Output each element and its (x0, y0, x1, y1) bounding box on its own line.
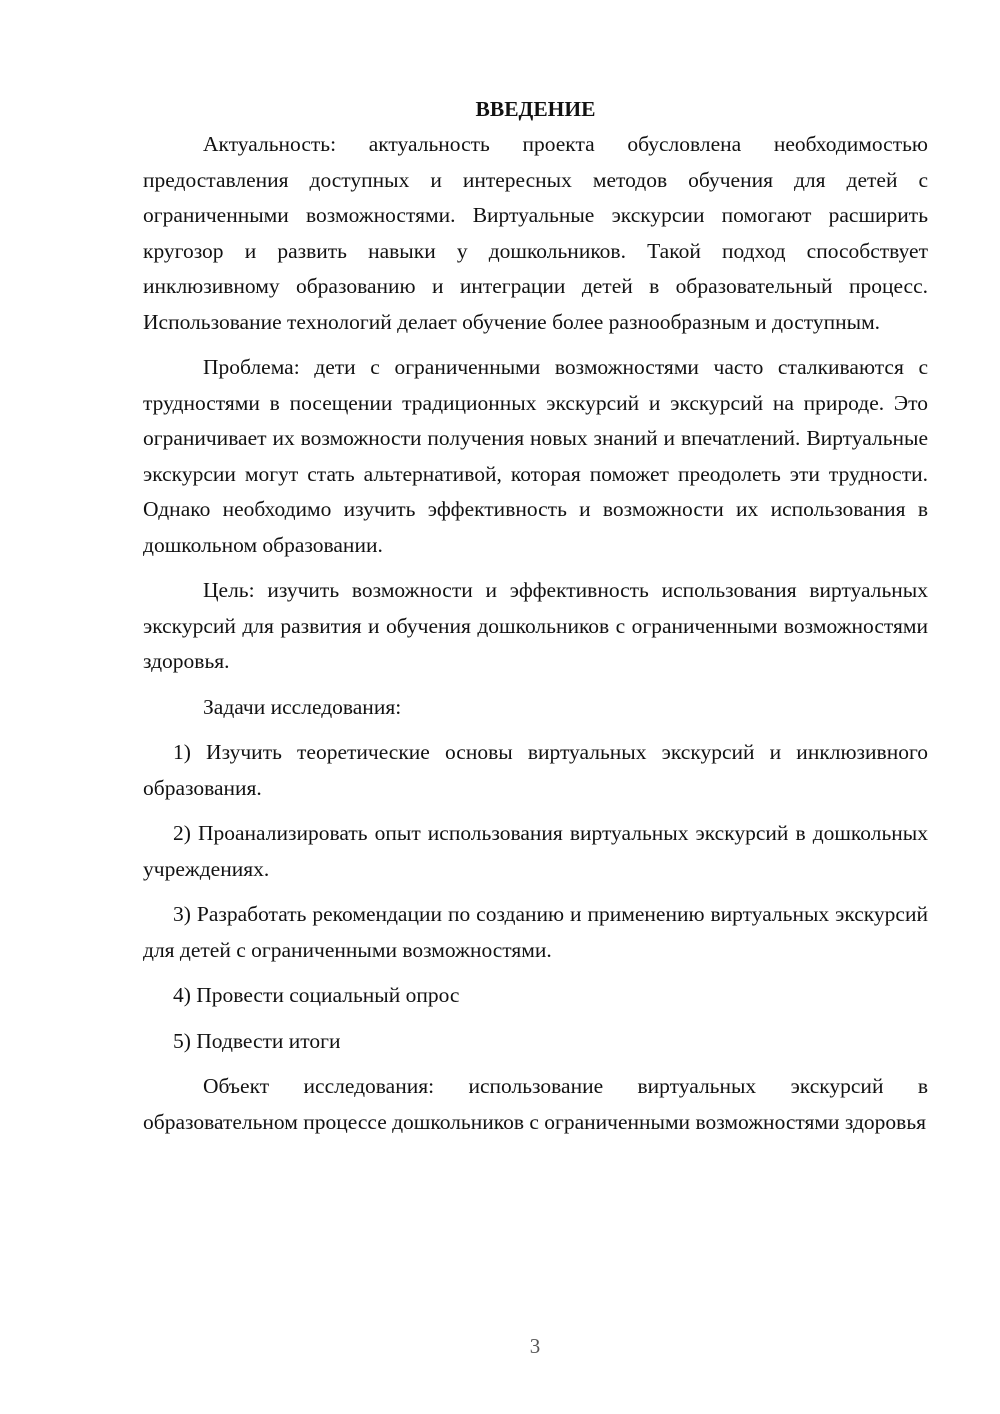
object-paragraph: Объект исследования: использование виртуальных экскурсий в образовательном процессе дошкольников с ограниченными возможностями здоровья (143, 1074, 928, 1134)
goal-paragraph: Цель: изучить возможности и эффективность использования виртуальных экскурсий для развития и обучения дошкольников с ограниченными возможностями здоровья. (143, 578, 928, 673)
task-item-5: 5) Подвести итоги (173, 1028, 341, 1053)
task-item-2: 2) Проанализировать опыт использования виртуальных экскурсий в дошкольных учреждениях. (143, 821, 928, 881)
tasks-heading: Задачи исследования: (203, 694, 402, 719)
page-content (143, 92, 928, 1140)
task-item-1: 1) Изучить теоретические основы виртуальных экскурсий и инклюзивного образования. (143, 740, 928, 800)
problem-paragraph: Проблема: дети с ограниченными возможностями часто сталкиваются с трудностями в посещении традиционных экскурсий и экскурсий на природе. Это ограничивает их возможности получения новых знаний и впечатлений. Виртуальные экскурсии могут стать альтернативой, которая поможет преодолеть эти трудности. Однако необходимо изучить эффективность и возможности их использования в дошкольном образовании. (143, 355, 928, 557)
page-title: ВВЕДЕНИЕ (475, 97, 596, 121)
task-item-4: 4) Провести социальный опрос (173, 983, 460, 1007)
relevance-paragraph: Актуальность: актуальность проекта обусловлена необходимостью предоставления доступных и интересных методов обучения для детей с ограниченными возможностями. Виртуальные экскурсии помогают расширить кругозор и развить навыки у дошкольников. Такой подход способствует инклюзивному образованию и интеграции детей в образовательный процесс. Использование технологий делает обучение более разнообразным и доступным. (143, 132, 928, 334)
page-number: 3 (529, 1334, 541, 1358)
task-item-3: 3) Разработать рекомендации по созданию и применению виртуальных экскурсий для детей с ограниченными возможностями. (143, 902, 928, 962)
